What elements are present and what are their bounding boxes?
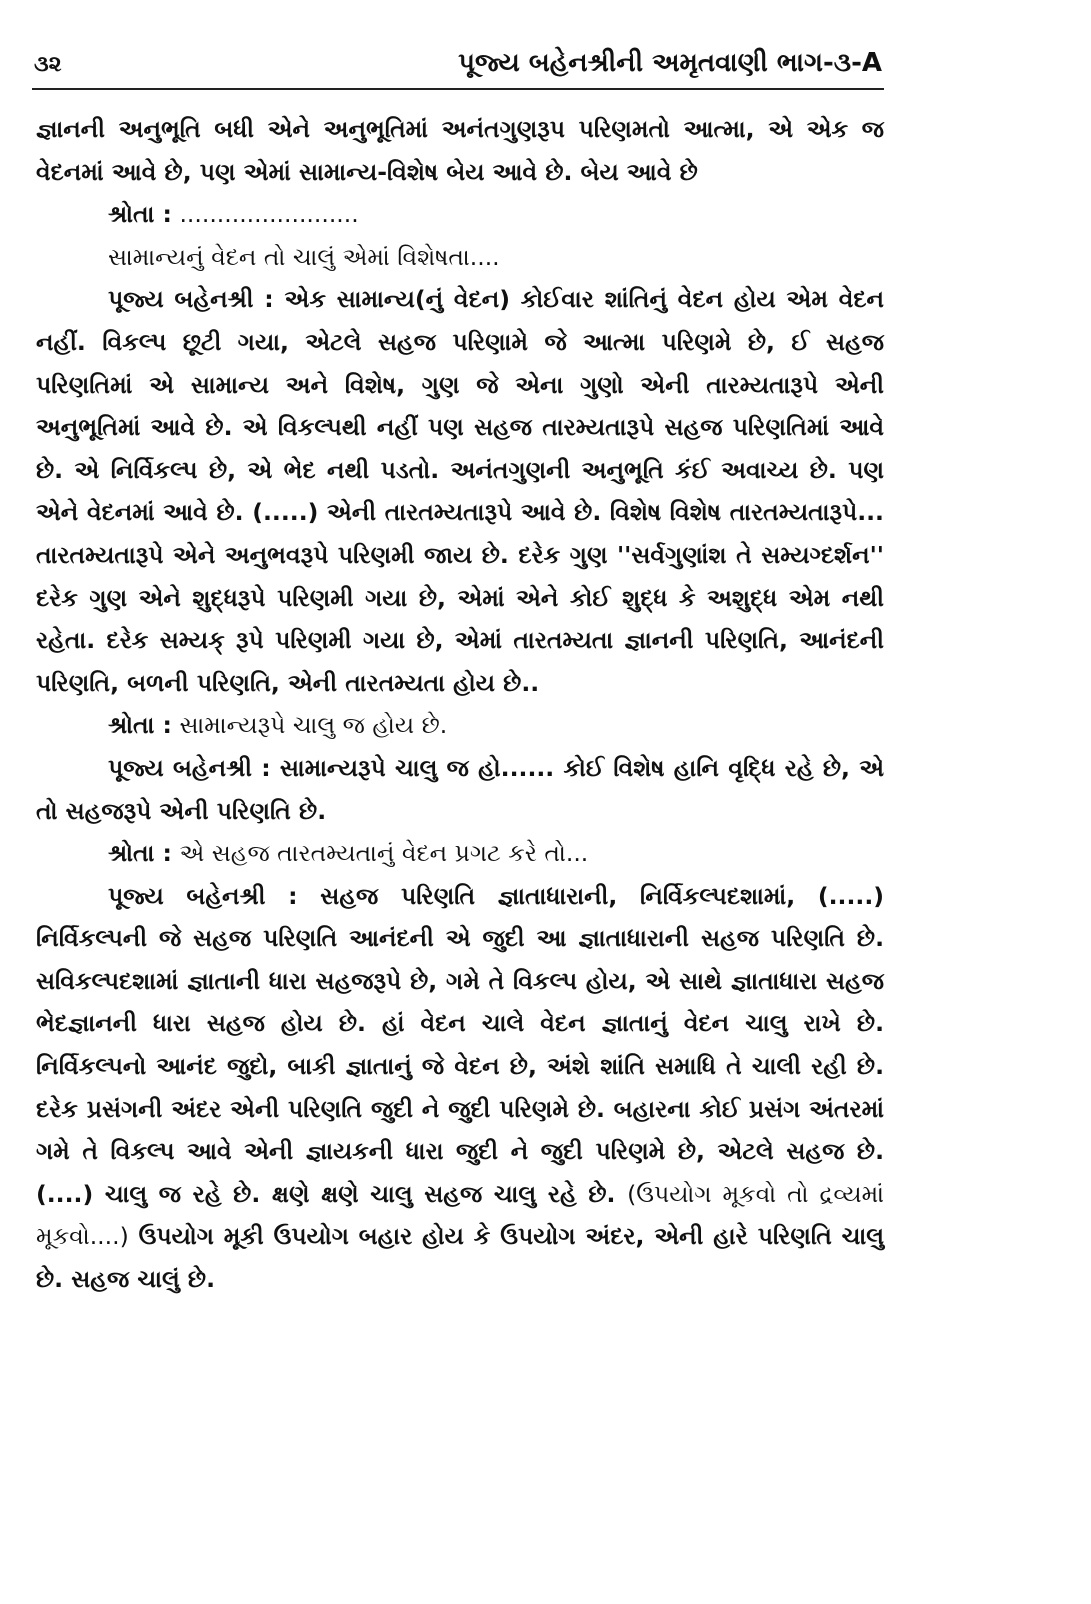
speaker-label: પૂજ્ય બહેનશ્રી : <box>108 881 298 910</box>
speaker-label: શ્રોતા : <box>108 200 172 229</box>
page-number: ૩૨ <box>34 52 62 77</box>
paragraph-behenshri-2 <box>36 747 884 832</box>
paragraph-text: જ્ઞાનની અનુભૂતિ બધી એને અનુભૂતિમાં અનંતગુણરૂપ પરિણમતો આત્મા, એ એક જ વેદનમાં આવે છે, પણ એમાં સામાન્ય-વિશેષ બેય આવે છે. બેય આવે છે <box>36 115 884 186</box>
paragraph-text: સામાન્યરૂપે ચાલુ જ હોય છે. <box>179 711 448 740</box>
paragraph-text-after: ઉપયોગ મૂકી ઉપયોગ બહાર હોય કે ઉપયોગ અંદર, એની હારે પરિણતિ ચાલુ છે. સહજ ચાલું છે. <box>36 1222 884 1294</box>
paragraph-listener-1-cont <box>36 236 884 279</box>
speaker-label: પૂજ્ય બહેનશ્રી : <box>108 753 271 782</box>
paragraph-listener-2 <box>36 704 884 747</box>
paragraph-listener-3 <box>36 832 884 875</box>
paragraph-behenshri-1 <box>36 278 884 704</box>
speaker-label: શ્રોતા : <box>108 839 172 868</box>
page-body <box>36 108 884 1301</box>
paragraph-1 <box>36 108 884 193</box>
ellipsis-dots: ........................ <box>179 200 359 229</box>
paragraph-text: સામાન્યરૂપે ચાલુ જ હો...... કોઈ વિશેષ હાનિ વૃદ્ધિ રહે છે, એ તો સહજરૂપે એની પરિણતિ છે. <box>36 753 884 825</box>
page-header <box>32 46 884 90</box>
paragraph-listener-1 <box>36 193 884 236</box>
paragraph-text: એ સહજ તારતમ્યતાનું વેદન પ્રગટ કરે તો... <box>179 839 589 868</box>
parenthetical-note: (ઉપયોગ મૂકવો તો દ્રવ્યમાં મૂકવો....) <box>36 1179 884 1251</box>
paragraph-behenshri-3 <box>36 875 884 1301</box>
paragraph-text: સહજ પરિણતિ જ્ઞાતાધારાની, નિર્વિકલ્પદશામાં, (.....) નિર્વિકલ્પની જે સહજ પરિણતિ આનંદની એ જુદી આ જ્ઞાતાધારાની સહજ પરિણતિ છે. સવિકલ્પદશામાં જ્ઞાતાની ધારા સહજરૂપે છે, ગમે તે વિકલ્પ હોય, એ સાથે જ્ઞાતાધારા સહજ ભેદજ્ઞાનની ધારા સહજ હોય છે. હાં વેદન ચાલે વેદન જ્ઞાતાનું વેદન ચાલુ રાખે છે. નિર્વિકલ્પનો આનંદ જુદો, બાકી જ્ઞાતાનું જે વેદન છે, અંશે શાંતિ સમાધિ તે ચાલી રહી છે. દરેક પ્રસંગની અંદર એની પરિણતિ જુદી ને જુદી પરિણમે છે. બહારના કોઈ પ્રસંગ અંતરમાં ગમે તે વિકલ્પ આવે એની જ્ઞાયકની ધારા જુદી ને જુદી પરિણમે છે, એટલે સહજ છે. (....) ચાલુ જ રહે છે. ક્ષણે ક્ષણે ચાલુ સહજ ચાલુ રહે છે. <box>36 881 884 1208</box>
speaker-label: શ્રોતા : <box>108 711 172 740</box>
running-title: પૂજ્ય બહેનશ્રીની અમૃતવાણી ભાગ-૩-A <box>458 48 882 78</box>
speaker-label: પૂજ્ય બહેનશ્રી : <box>108 285 274 314</box>
paragraph-text: સામાન્યનું વેદન તો ચાલું એમાં વિશેષતા.... <box>108 242 500 271</box>
paragraph-text: એક સામાન્ય(નું વેદન) કોઈવાર શાંતિનું વેદન હોય એમ વેદન નહીં. વિકલ્પ છૂટી ગયા, એટલે સહજ પરિણામે જે આત્મા પરિણમે છે, ઈ સહજ પરિણતિમાં એ સામાન્ય અને વિશેષ, ગુણ જે એના ગુણો એની તારમ્યતારૂપે એની અનુભૂતિમાં આવે છે. એ વિકલ્પથી નહીં પણ સહજ તારમ્યતારૂપે સહજ પરિણતિમાં આવે છે. એ નિર્વિકલ્પ છે, એ ભેદ નથી પડતો. અનંતગુણની અનુભૂતિ કંઈ અવાચ્ય છે. પણ એને વેદનમાં આવે છે. (.....) એની તારતમ્યતારૂપે આવે છે. વિશેષ વિશેષ તારતમ્યતારૂપે... તારતમ્યતારૂપે એને અનુભવરૂપે પરિણમી જાય છે. દરેક ગુણ ''સર્વગુણાંશ તે સમ્યગ્દર્શન'' દરેક ગુણ એને શુદ્ધરૂપે પરિણમી ગયા છે, એમાં એને કોઈ શુદ્ધ કે અશુદ્ધ એમ નથી રહેતા. દરેક સમ્યક્ રૂપે પરિણમી ગયા છે, એમાં તારતમ્યતા જ્ઞાનની પરિણતિ, આનંદની પરિણતિ, બળની પરિણતિ, એની તારતમ્યતા હોય છે.. <box>36 285 885 697</box>
